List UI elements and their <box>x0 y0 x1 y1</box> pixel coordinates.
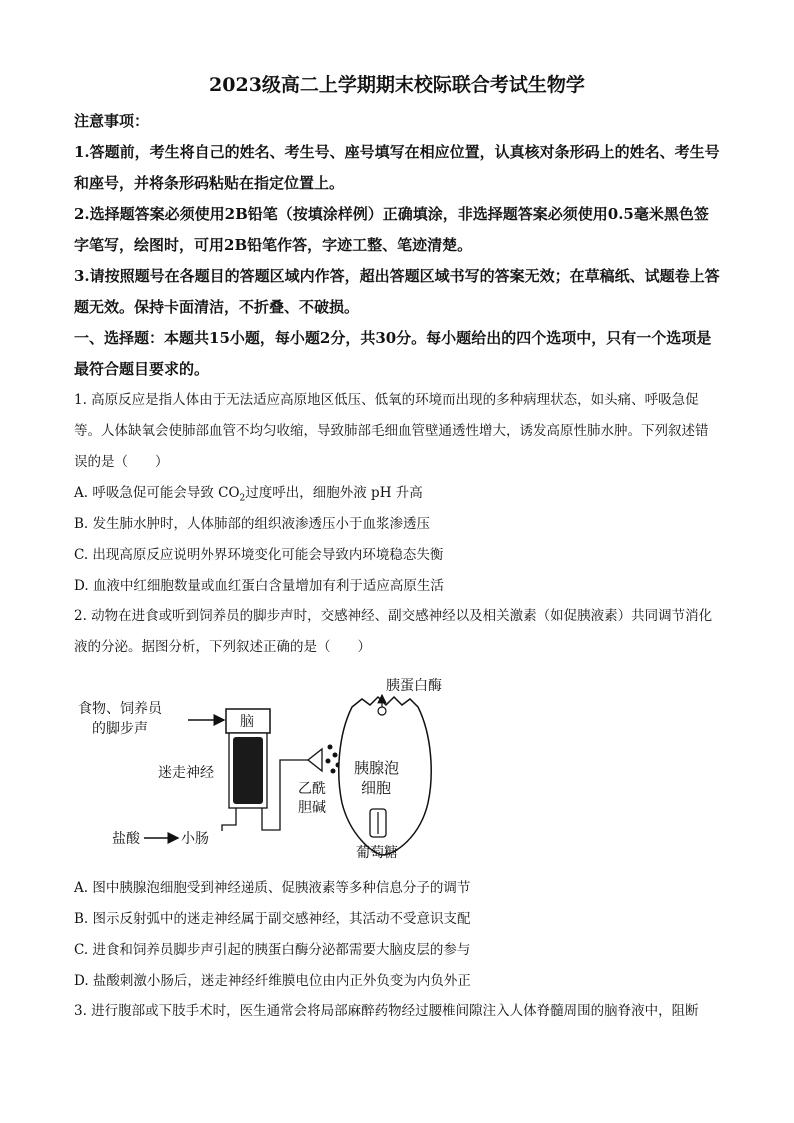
question-1-stem: 1. 高原反应是指人体由于无法适应高原地区低压、低氧的环境而出现的多种病理状态，如头痛、呼吸急促等。人体缺氧会使肺部血管不均匀收缩，导致肺部毛细血管壁通透性增大，诱发高原性肺水肿。下列叙述错误的是（ ） <box>74 392 709 470</box>
question-2-option-a: A. 图中胰腺泡细胞受到神经递质、促胰液素等多种信息分子的调节 <box>74 880 471 896</box>
question-3-stem: 3. 进行腹部或下肢手术时，医生通常会将局部麻醉药物经过腰椎间隙注入人体脊髓周围的脑脊液中，阻断 <box>74 1003 699 1019</box>
label-intestine: 小肠 <box>181 831 209 847</box>
vesicle-2 <box>333 753 338 758</box>
label-glucose: 葡萄糖 <box>356 845 398 861</box>
notice-heading: 注意事项： <box>74 112 150 130</box>
label-ach-1: 乙酰 <box>298 781 326 797</box>
question-2-option-d: D. 盐酸刺激小肠后，迷走神经纤维膜电位由内正外负变为内负外正 <box>74 973 471 989</box>
label-food-2: 的脚步声 <box>92 721 148 737</box>
question-1-option-a <box>74 482 423 510</box>
label-vagus: 迷走神经 <box>158 765 214 781</box>
vesicle-5 <box>331 769 336 774</box>
notice-item-1: 1.答题前，考生将自己的姓名、考生号、座号填写在相应位置，认真核对条形码上的姓名、考生号和座号，并将条形码粘贴在指定位置上。 <box>74 143 720 192</box>
page-title: 2023级高二上学期期末校际联合考试生物学 <box>209 74 585 96</box>
notice-item-2: 2.选择题答案必须使用2B铅笔（按填涂样例）正确填涂，非选择题答案必须使用0.5毫米黑色签字笔写，绘图时，可用2B铅笔作答，字迹工整、笔迹清楚。 <box>74 205 709 254</box>
label-enzyme: 胰蛋白酶 <box>386 678 442 694</box>
question-2-option-c: C. 进食和饲养员脚步声引起的胰蛋白酶分泌都需要大脑皮层的参与 <box>74 942 471 958</box>
nerve-ending <box>308 749 322 771</box>
question-2-option-b: B. 图示反射弧中的迷走神经属于副交感神经，其活动不受意识支配 <box>74 911 471 927</box>
vesicle-3 <box>326 759 331 764</box>
option-a-text-2: 过度呼出，细胞外液 pH 升高 <box>245 485 423 501</box>
co2-subscript: 2 <box>239 493 246 504</box>
vagus-nerve-bundle <box>233 737 263 804</box>
question-1-option-c: C. 出现高原反应说明外界环境变化可能会导致内环境稳态失衡 <box>74 547 444 563</box>
label-brain: 脑 <box>240 714 254 730</box>
question-2-figure <box>0 665 794 870</box>
question-1-option-b: B. 发生肺水肿时，人体肺部的组织液渗透压小于血浆渗透压 <box>74 516 431 532</box>
label-cell-2: 细胞 <box>361 779 392 797</box>
label-ach-2: 胆碱 <box>298 800 326 816</box>
option-a-text-1: A. 呼吸急促可能会导致 CO <box>74 485 240 501</box>
label-food-1: 食物、饲养员 <box>78 701 162 717</box>
question-1-option-d: D. 血液中红细胞数量或血红蛋白含量增加有利于适应高原生活 <box>74 578 444 594</box>
label-acid: 盐酸 <box>112 831 140 847</box>
label-cell-1: 胰腺泡 <box>354 759 400 777</box>
section-heading: 一、选择题：本题共15小题，每小题2分，共30分。每小题给出的四个选项中，只有一个选项是最符合题目要求的。 <box>74 329 712 378</box>
notice-item-3: 3.请按照题号在各题目的答题区域内作答，超出答题区域书写的答案无效；在草稿纸、试题卷上答题无效。保持卡面清洁，不折叠、不破损。 <box>74 267 720 316</box>
question-2-stem: 2. 动物在进食或听到饲养员的脚步声时，交感神经、副交感神经以及相关激素（如促胰液素）共同调节消化液的分泌。据图分析，下列叙述正确的是（ ） <box>74 608 713 655</box>
vesicle-1 <box>328 745 333 750</box>
